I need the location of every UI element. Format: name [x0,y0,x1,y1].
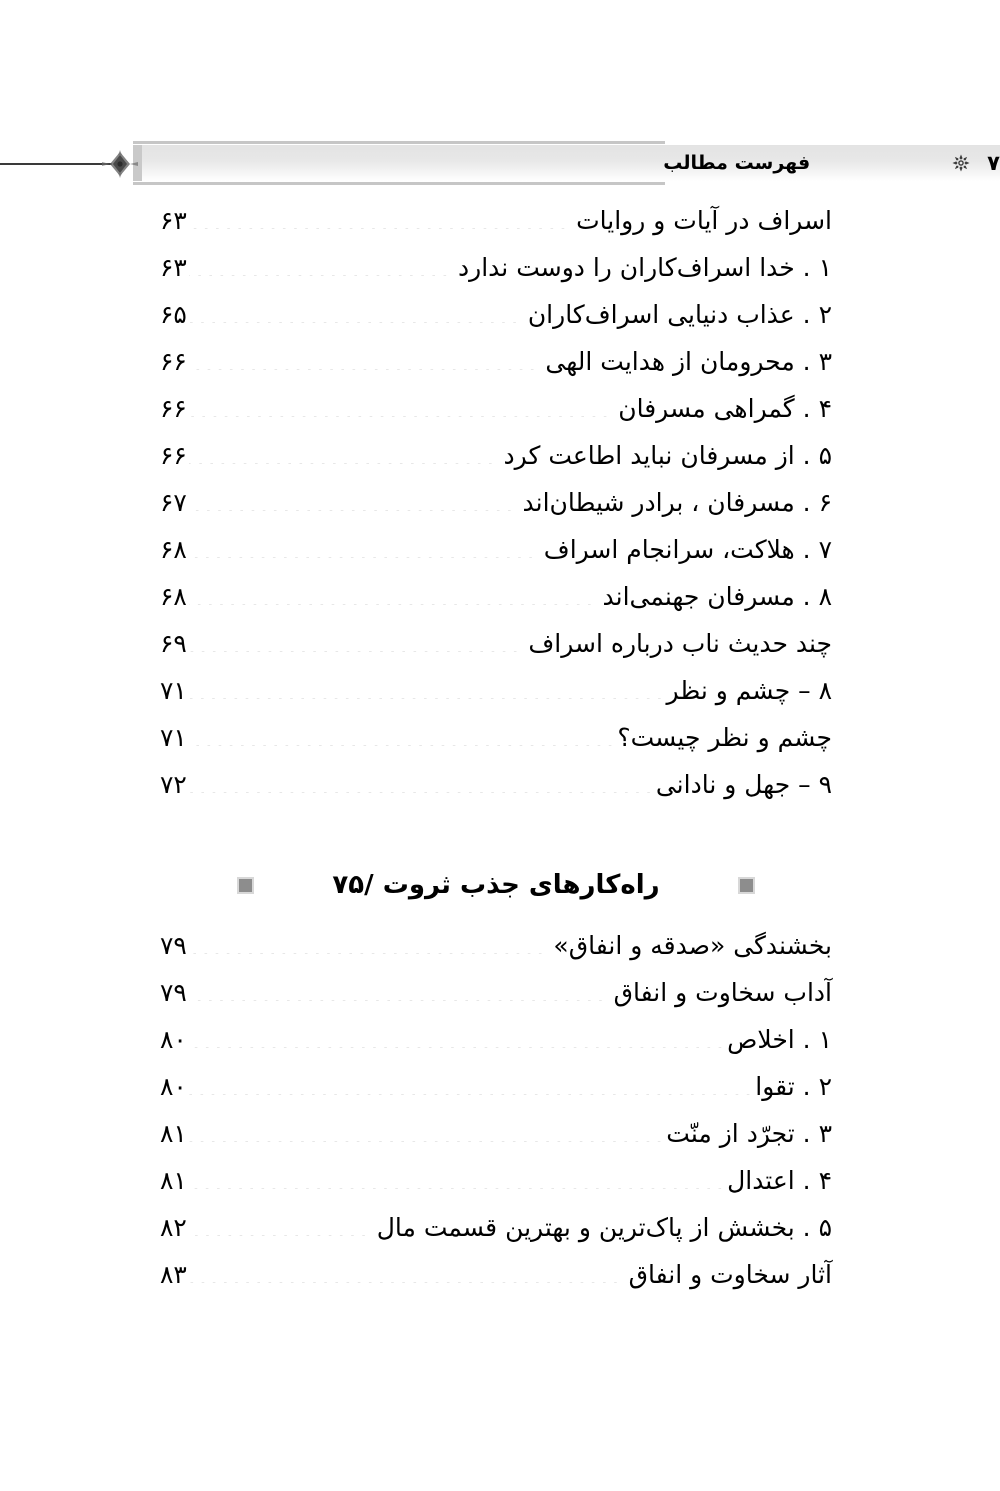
toc-entry-label: ۴ . گمراهی مسرفان [618,394,832,423]
toc-entry-label: ۷ . هلاکت، سرانجام اسراف [543,535,832,564]
toc-entry-label: ۲ . عذاب دنیایی اسراف‌کاران [527,300,832,329]
toc-entry[interactable] [160,1251,832,1298]
toc-leader-dots [189,392,612,417]
toc-entry[interactable] [160,761,832,808]
toc-entry[interactable] [160,1204,832,1251]
toc-entry[interactable] [160,1063,832,1110]
toc-entry-page: ۷۹ [160,931,187,960]
toc-entry-label: آداب سخاوت و انفاق [613,978,832,1007]
toc-entry-page: ۷۲ [160,770,187,799]
chapter-heading [160,853,832,917]
toc-entry-label: ۸ – چشم و نظر [666,676,832,705]
toc-leader-dots [189,627,523,652]
toc-leader-dots [189,1117,666,1142]
toc-entry-label: ۵ . بخشش از پاک‌ترین و بهترین قسمت مال [376,1213,832,1242]
header-rule-bottom [133,182,665,185]
chapter-title: راه‌کارهای جذب ثروت /۷۵ [332,870,660,900]
toc-entry[interactable] [160,620,832,667]
toc-entry-page: ۸۳ [160,1260,187,1289]
toc-leader-dots [189,345,540,370]
toc-entry-page: ۶۵ [160,300,187,329]
toc-entry-label: اسراف در آیات و روایات [576,206,832,235]
toc-entry[interactable] [160,479,832,526]
toc-leader-dots [189,1164,727,1189]
toc-leader-dots [189,1023,727,1048]
toc-leader-dots [189,721,617,746]
toc-entry-page: ۷۱ [160,676,187,705]
toc-entry-label: ۵ . از مسرفان نباید اطاعت کرد [503,441,832,470]
header-lead-rule [0,163,112,165]
toc-entry-page: ۶۶ [160,347,187,376]
toc-list-part-one [160,197,832,808]
toc-entry-page: ۶۶ [160,394,187,423]
toc-entry-page: ۸۱ [160,1166,187,1195]
toc-entry-page: ۶۹ [160,629,187,658]
toc-entry[interactable] [160,291,832,338]
toc-leader-dots [189,1211,371,1236]
toc-entry[interactable] [160,197,832,244]
toc-entry-page: ۸۱ [160,1119,187,1148]
toc-entry-page: ۶۶ [160,441,187,470]
diamond-ornament-icon [100,149,140,179]
square-bullet-left-icon [237,877,254,894]
toc-leader-dots [189,1070,755,1095]
toc-entry-label: چشم و نظر چیست؟ [617,723,832,752]
toc-entry-label: بخشندگی «صدقه و انفاق» [553,931,832,960]
toc-entry-label: ۳ . تجرّد از منّت [666,1119,832,1148]
toc-entry[interactable] [160,922,832,969]
toc-entry-page: ۶۷ [160,488,187,517]
toc-entry[interactable] [160,526,832,573]
toc-entry[interactable] [160,667,832,714]
toc-entry-label: ۶ . مسرفان ، برادر شیطان‌اند [522,488,832,517]
square-bullet-right-icon [738,877,755,894]
toc-leader-dots [189,976,608,1001]
toc-entry-page: ۸۲ [160,1213,187,1242]
toc-entry-page: ۸۰ [160,1072,187,1101]
toc-leader-dots [189,439,498,464]
toc-entry-page: ۶۸ [160,535,187,564]
toc-entry[interactable] [160,244,832,291]
toc-leader-dots [189,251,452,276]
toc-leader-dots [189,768,656,793]
toc-entry-label: ۱ . خدا اسراف‌کاران را دوست ندارد [458,253,832,282]
toc-entry[interactable] [160,385,832,432]
toc-leader-dots [189,674,667,699]
toc-leader-dots [189,533,538,558]
running-header [108,139,1000,187]
toc-entry[interactable] [160,573,832,620]
toc-entry-label: ۸ . مسرفان جهنمی‌اند [602,582,832,611]
toc-entry[interactable] [160,1110,832,1157]
toc-leader-dots [189,929,548,954]
page-title: فهرست مطالب [663,152,811,174]
toc-entry-label: آثار سخاوت و انفاق [628,1260,832,1289]
toc-entry-label: ۹ – جهل و نادانی [655,770,832,799]
toc-entry-page: ۸۰ [160,1025,187,1054]
toc-list-part-two [160,922,832,1298]
toc-entry-label: ۱ . اخلاص [727,1025,832,1054]
toc-entry-page: ۶۸ [160,582,187,611]
toc-leader-dots [189,486,517,511]
toc-entry[interactable] [160,432,832,479]
toc-leader-dots [189,580,597,605]
toc-entry-label: چند حدیث ناب درباره اسراف [528,629,832,658]
toc-entry-page: ۶۳ [160,253,187,282]
toc-entry-page: ۷۱ [160,723,187,752]
toc-entry[interactable] [160,714,832,761]
toc-leader-dots [189,204,570,229]
floral-star-icon [952,154,970,172]
toc-entry[interactable] [160,1157,832,1204]
toc-entry-page: ۷۹ [160,978,187,1007]
toc-entry[interactable] [160,338,832,385]
toc-entry[interactable] [160,1016,832,1063]
toc-entry-label: ۳ . محرومان از هدایت الهی [545,347,832,376]
toc-entry-page: ۶۳ [160,206,187,235]
toc-entry[interactable] [160,969,832,1016]
header-rule-top [133,141,665,144]
toc-leader-dots [189,298,522,323]
toc-leader-dots [189,1258,623,1283]
toc-entry-label: ۴ . اعتدال [727,1166,832,1195]
header-page-number: ۷ [987,151,1000,175]
toc-entry-label: ۲ . تقوا [755,1072,832,1101]
